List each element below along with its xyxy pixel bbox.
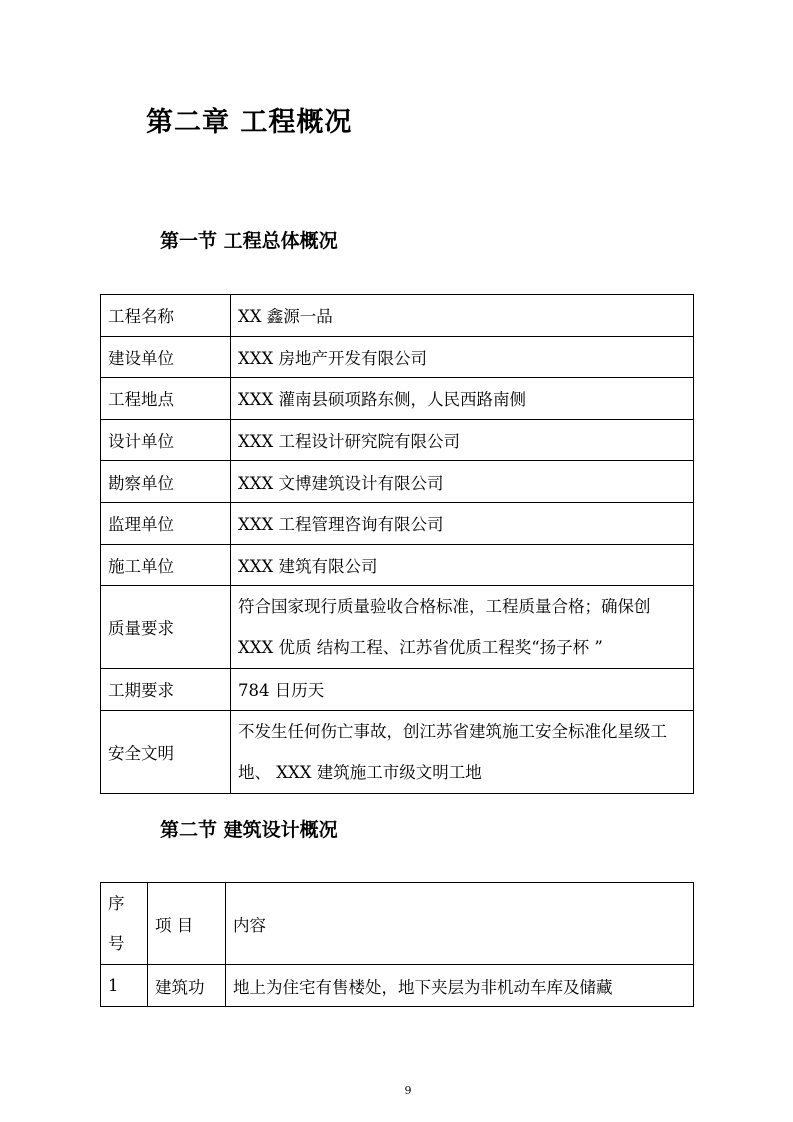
- row-label: 施工单位: [101, 544, 231, 586]
- row-value: XX 鑫源一品: [231, 295, 694, 337]
- table-row: [101, 544, 694, 586]
- table-row: [101, 419, 694, 461]
- row-value: XXX 工程设计研究院有限公司: [231, 419, 694, 461]
- row-label: 工期要求: [101, 669, 231, 711]
- row-label: 工程地点: [101, 378, 231, 420]
- row-value: XXX 工程管理咨询有限公司: [231, 502, 694, 544]
- table-row: [101, 502, 694, 544]
- row-label: 监理单位: [101, 502, 231, 544]
- table-row: [101, 461, 694, 503]
- row-label: 工程名称: [101, 295, 231, 337]
- chapter-title: 第二章 工程概况: [146, 107, 353, 138]
- table-row: [101, 586, 694, 669]
- row-label: 勘察单位: [101, 461, 231, 503]
- row-value: XXX 建筑有限公司: [231, 544, 694, 586]
- table-row: [101, 336, 694, 378]
- cell-seq: 1: [101, 965, 148, 1007]
- header-content: 内容: [226, 883, 694, 965]
- page-number: 9: [404, 1084, 412, 1097]
- row-value: XXX 灌南县硕项路东侧，人民西路南侧: [231, 378, 694, 420]
- header-seq: 序号: [101, 883, 148, 965]
- project-overview-table: [100, 294, 694, 794]
- row-value: XXX 房地产开发有限公司: [231, 336, 694, 378]
- row-label: 建设单位: [101, 336, 231, 378]
- row-value: 符合国家现行质量验收合格标准，工程质量合格；确保创 XXX 优质 结构工程、江苏省优质工程奖“扬子杯 ”: [231, 586, 694, 669]
- row-label: 安全文明: [101, 710, 231, 793]
- table-header-row: [101, 883, 694, 965]
- table-row: [101, 378, 694, 420]
- table-row: [101, 669, 694, 711]
- section-title-design: 第二节 建筑设计概况: [160, 819, 338, 841]
- table-row: [101, 295, 694, 337]
- section-title-overview: 第一节 工程总体概况: [160, 230, 338, 252]
- building-design-table: [100, 882, 694, 1007]
- row-value: 784 日历天: [231, 669, 694, 711]
- cell-content: 地上为住宅有售楼处，地下夹层为非机动车库及储藏: [226, 965, 694, 1007]
- row-value: XXX 文博建筑设计有限公司: [231, 461, 694, 503]
- table-row: [101, 710, 694, 793]
- cell-item: 建筑功: [148, 965, 226, 1007]
- table-row: [101, 965, 694, 1007]
- row-label: 设计单位: [101, 419, 231, 461]
- header-item: 项 目: [148, 883, 226, 965]
- row-label: 质量要求: [101, 586, 231, 669]
- row-value: 不发生任何伤亡事故，创江苏省建筑施工安全标准化星级工地、 XXX 建筑施工市级文明工地: [231, 710, 694, 793]
